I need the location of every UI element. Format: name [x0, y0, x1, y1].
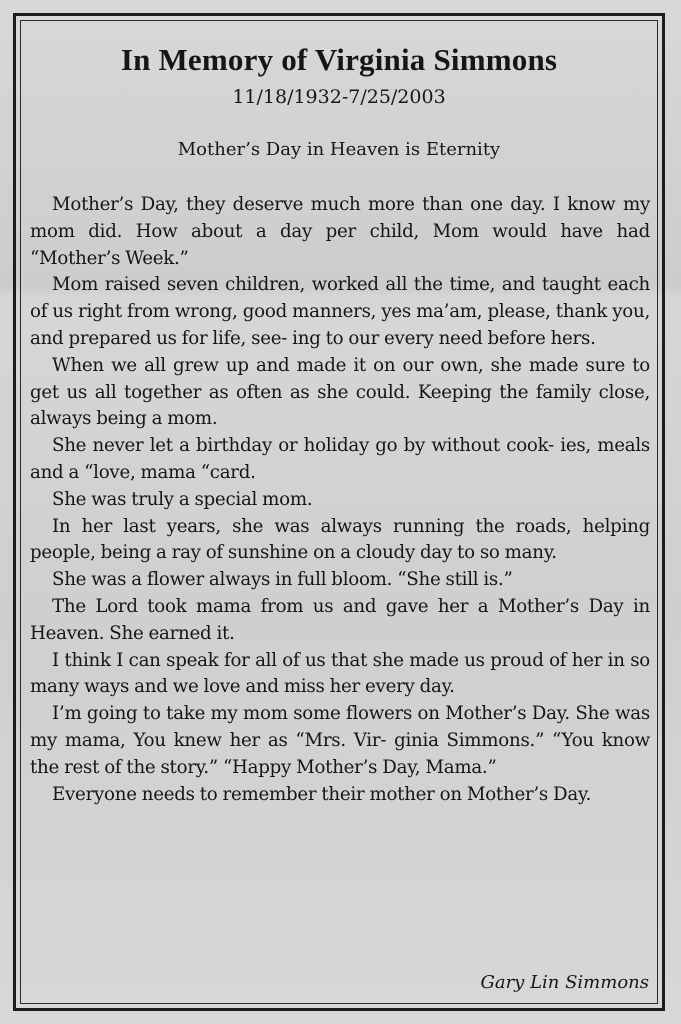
paragraph: Mother’s Day, they deserve much more than one day. I know my mom did. How about a day per child, Mom would have had “Mother’s Week.”	[30, 194, 650, 269]
paragraph: I think I can speak for all of us that she made us proud of her in so many ways and we love and miss her every day.	[30, 649, 650, 698]
memorial-title: In Memory of Virginia Simmons	[120, 42, 558, 77]
paragraph: She was a flower always in full bloom. “She still is.”	[52, 569, 513, 591]
paragraph: Everyone needs to remember their mother on Mother’s Day.	[52, 783, 592, 805]
author-signature: Gary Lin Simmons	[480, 972, 649, 993]
paragraph: I’m going to take my mom some flowers on Mother’s Day. She was my mama, You knew her as “Mrs. Vir- ginia Simmons.” “You know the rest of the story.” “Happy Mother’s Day, Mama.”	[30, 703, 650, 778]
paragraph: She never let a birthday or holiday go by without cook- ies, meals and a “love, mama “card.	[30, 435, 650, 483]
paragraph: When we all grew up and made it on our own, she made sure to get us all together as often as she could. Keeping the family close, always being a mom.	[30, 354, 650, 430]
memorial-subtitle: Mother’s Day in Heaven is Eternity	[177, 139, 501, 160]
paragraph: She was truly a special mom.	[52, 488, 313, 510]
memorial-body	[30, 192, 650, 808]
paragraph: The Lord took mama from us and gave her a Mother’s Day in Heaven. She earned it.	[30, 595, 650, 644]
memorial-dates: 11/18/1932-7/25/2003	[232, 86, 446, 108]
paragraph: In her last years, she was always running the roads, helping people, being a ray of sunshine on a cloudy day to so many.	[30, 515, 650, 564]
paragraph: Mom raised seven children, worked all the time, and taught each of us right from wrong, good manners, yes ma’am, please, thank you, and prepared us for life, see- ing to our every need before hers.	[30, 274, 650, 349]
